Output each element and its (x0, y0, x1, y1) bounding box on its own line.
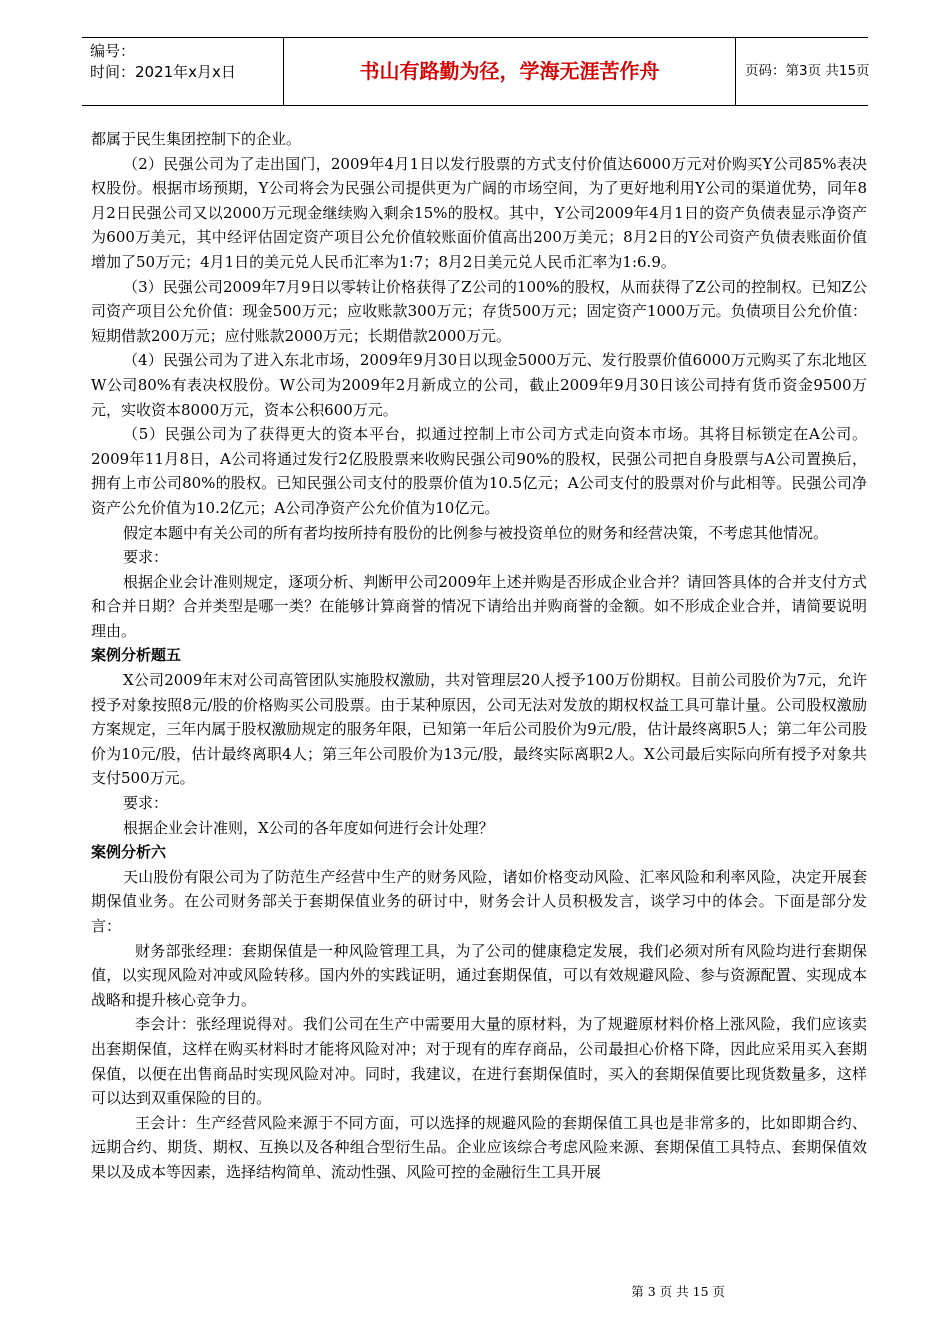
document-body (91, 127, 867, 1185)
paragraph: 都属于民生集团控制下的企业。 (91, 130, 302, 148)
paragraph: （3）民强公司2009年7月9日以零转让价格获得了Z公司的100%的股权，从而获得了Z公司的控制权。已知Z公司资产项目公允价值：现金500万元；应收账款300万元；存货500万元；固定资产1000万元。负债项目公允价值：短期借款200万元；应付账款2000万元；长期借款2000万元。 (91, 277, 867, 345)
page-footer: 第 3 页 共 15 页 (631, 1284, 725, 1299)
header-time-label: 时间：2021年x月x日 (90, 63, 236, 81)
paragraph: 天山股份有限公司为了防范生产经营中生产的财务风险，诸如价格变动风险、汇率风险和利率风险，决定开展套期保值业务。在公司财务部关于套期保值业务的研讨中，财务会计人员积极发言，谈学习中的体会。下面是部分发言： (91, 867, 867, 935)
requirement-label: 要求： (123, 548, 169, 567)
paragraph: 李会计：张经理说得对。我们公司在生产中需要用大量的原材料，为了规避原材料价格上涨风险，我们应该卖出套期保值，这样在购买材料时才能将风险对冲；对于现有的库存商品，公司最担心价格下降，因此应采用买入套期保值，以便在出售商品时实现风险对冲。同时，我建议，在进行套期保值时，买入的套期保值要比现货数量多，这样可以达到双重保险的目的。 (91, 1015, 867, 1108)
header-meta (82, 38, 284, 105)
header-page-info: 页码：第3页 共15页 (745, 63, 870, 79)
paragraph: 财务部张经理：套期保值是一种风险管理工具，为了公司的健康稳定发展，我们必须对所有风险均进行套期保值，以实现风险对冲或风险转移。国内外的实践证明，通过套期保值，可以有效规避风险、参与资源配置、实现成本战略和提升核心竞争力。 (91, 941, 867, 1009)
paragraph: （5）民强公司为了获得更大的资本平台，拟通过控制上市公司方式走向资本市场。其将目标锁定在A公司。2009年11月8日，A公司将通过发行2亿股股票来收购民强公司90%的股权，民强公司把自身股票与A公司置换后，拥有上市公司80%的股权。已知民强公司支付的股票价值为10.5亿元；A公司支付的股票对价与此相等。民强公司净资产公允价值为10.2亿元；A公司净资产公允价值为10亿元。 (91, 425, 867, 517)
section-heading: 案例分析六 (91, 843, 167, 862)
paragraph: （4）民强公司为了进入东北市场，2009年9月30日以现金5000万元、发行股票价值6000万元购买了东北地区W公司80%有表决权股份。W公司为2009年2月新成立的公司，截止2009年9月30日该公司持有货币资金9500万元，实收资本8000万元，资本公积600万元。 (91, 351, 867, 419)
header-motto: 书山有路勤为径，学海无涯苦作舟 (284, 38, 736, 105)
page-header (82, 37, 868, 106)
paragraph: （2）民强公司为了走出国门，2009年4月1日以发行股票的方式支付价值达6000万元对价购买Y公司85%表决权股份。根据市场预期，Y公司将会为民强公司提供更为广阔的市场空间，为了更好地利用Y公司的渠道优势，同年8月2日民强公司又以2000万元现金继续购入剩余15%的股权。其中，Y公司2009年4月1日的资产负债表显示净资产为600万美元，其中经评估固定资产项目公允价值较账面价值高出200万美元；8月2日的Y公司资产负债表账面价值增加了50万元；4月1日的美元兑人民币汇率为1:7；8月2日美元兑人民币汇率为1:6.9。 (91, 154, 867, 271)
paragraph: 假定本题中有关公司的所有者均按所持有股份的比例参与被投资单位的财务和经营决策，不考虑其他情况。 (123, 523, 829, 542)
paragraph: 根据企业会计准则，X公司的各年度如何进行会计处理？ (123, 818, 494, 837)
section-heading: 案例分析题五 (91, 646, 182, 665)
requirement-label: 要求： (123, 794, 169, 813)
paragraph: X公司2009年末对公司高管团队实施股权激励，共对管理层20人授予100万份期权。目前公司股价为7元，允许授予对象按照8元/股的价格购买公司股票。由于某种原因，公司无法对发放的期权权益工具可靠计量。公司股权激励方案规定，三年内属于股权激励规定的服务年限，已知第一年后公司股价为9元/股，估计最终离职5人；第二年公司股价为10元/股，估计最终离职4人；第三年公司股价为13元/股，最终实际离职2人。X公司最后实际向所有授予对象共支付500万元。 (91, 671, 867, 788)
paragraph: 根据企业会计准则规定，逐项分析、判断甲公司2009年上述并购是否形成企业合并？请回答具体的合并支付方式和合并日期？合并类型是哪一类？在能够计算商誉的情况下请给出并购商誉的金额。如不形成企业合并，请简要说明理由。 (91, 572, 867, 640)
paragraph: 王会计：生产经营风险来源于不同方面，可以选择的规避风险的套期保值工具也是非常多的，比如即期合约、远期合约、期货、期权、互换以及各种组合型衍生品。企业应该综合考虑风险来源、套期保值工具特点、套期保值效果以及成本等因素，选择结构简单、流动性强、风险可控的金融衍生工具开展 (91, 1113, 867, 1181)
header-number-label: 编号： (90, 42, 136, 60)
